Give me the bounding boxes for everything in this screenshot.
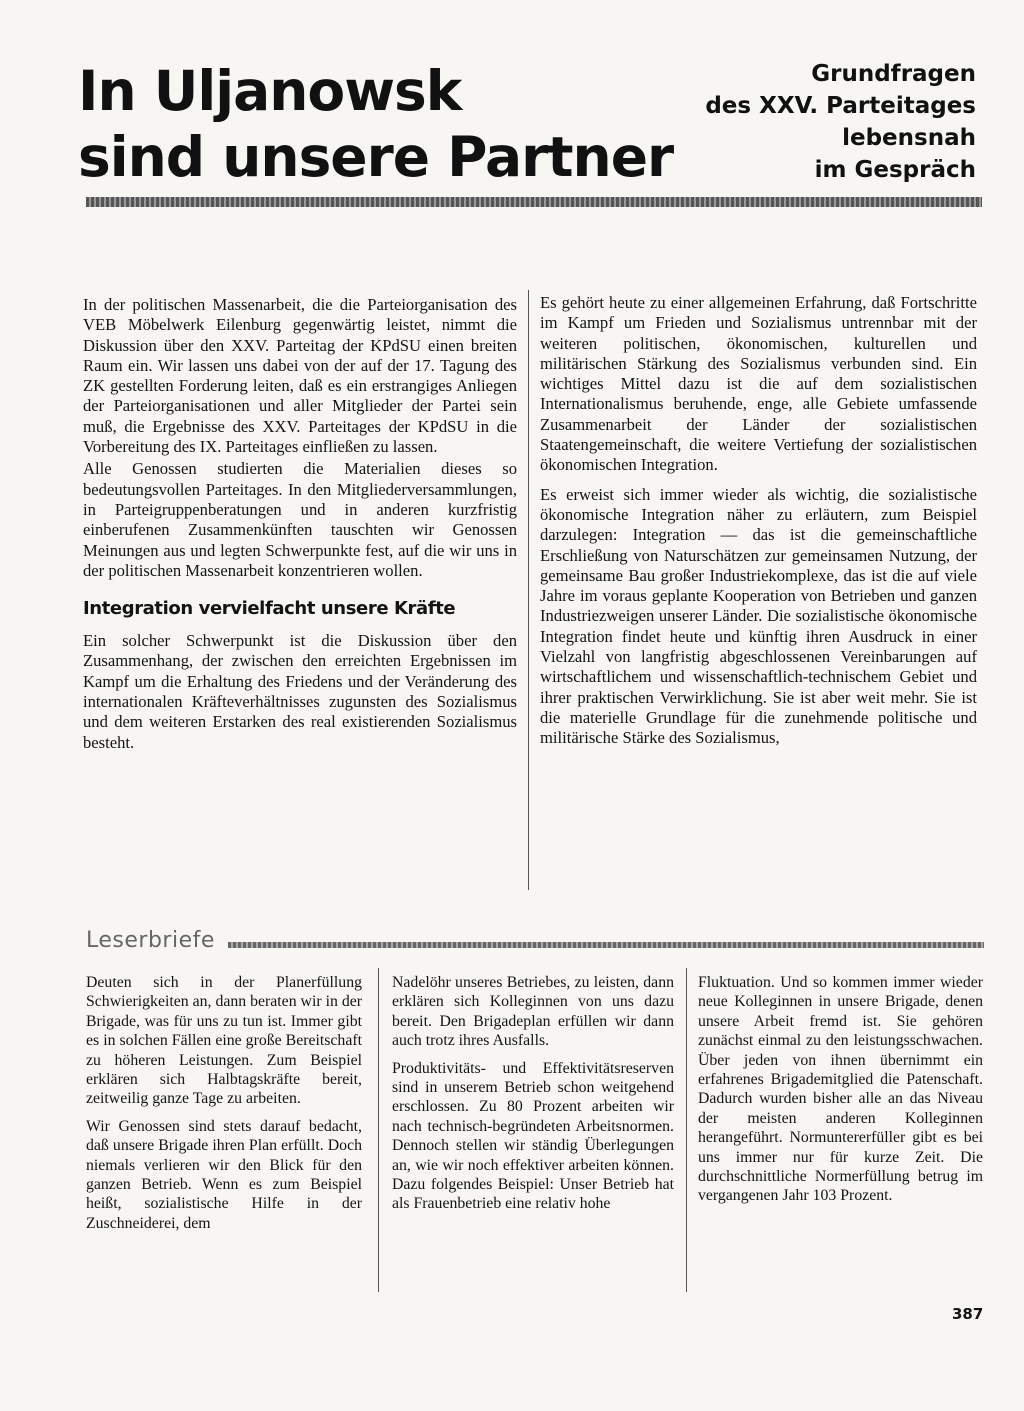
headline <box>78 58 718 190</box>
column-divider <box>378 968 379 1292</box>
letter-paragraph: Fluktuation. Und so kommen immer wieder neue Kolleginnen in unsere Brigade, denen unsere Arbeit fremd ist. Sie gehören zunächst einmal zu den leistungsschwachen. Über jeden von ihnen übernimmt ein erfahrenes Brigademitglied die Patenschaft. Dadurch wurden bisher alle an das Niveau der meisten anderen Kolleginnen herangeführt. Normuntererfüller gibt es bei uns immer nur für kurze Zeit. Die durchschnittliche Normerfüllung betrug im vergangenen Jahr 103 Prozent. <box>698 974 983 1205</box>
article-paragraph: Alle Genossen studierten die Materialien dieses so bedeutungsvollen Parteitages. In den Mitgliederversammlungen, in Parteigruppenberatungen und in anderen kurzfristig einberufenen Zusammenkünften tauschten wir Genossen Meinungen aus und legten Schwerpunkte fest, auf die wir uns in der politischen Massenarbeit konzentrieren wollen. <box>83 459 517 580</box>
kicker-line-2: des XXV. Parteitages <box>705 93 976 119</box>
letters-column-3 <box>698 973 983 1206</box>
article-left-column <box>83 295 517 753</box>
headline-line-2: sind unsere Partner <box>78 125 674 189</box>
column-divider <box>686 968 687 1292</box>
section-label-leserbriefe: Leserbriefe <box>86 928 215 953</box>
article-paragraph: Es erweist sich immer wieder als wichtig, die sozialistische ökonomische Integration näher zu erläutern, zum Beispiel darzulegen: Integration — das ist die gemeinschaftliche Erschließung von Naturschätzen zur gemeinsamen Nutzung, der gemeinsame Bau großer Industriekomplexe, das ist die auf viele Jahre im voraus geplante Kooperation von Betrieben und ganzen Industriezweigen unserer Länder. Die sozialistische ökonomische Integration findet heute und künftig ihren Ausdruck in einer Vielzahl von langfristig abgeschlossenen Vereinbarungen auf wirtschaftlichem und wissenschaftlich-technischem Gebiet und ihrer praktischen Verwirklichung. Sie ist aber weit mehr. Sie ist die materielle Grundlage für die zunehmende politische und militärische Stärke des Sozialismus, <box>540 484 977 748</box>
letter-paragraph: Nadelöhr unseres Betriebes, zu leisten, dann erklären sich Kolleginnen von uns dazu bereit. Den Brigadeplan erfüllen wir dann auch trotz ihres Ausfalls. <box>392 974 674 1050</box>
headline-line-1: In Uljanowsk <box>78 59 462 123</box>
kicker <box>646 58 976 186</box>
letter-paragraph: Wir Genossen sind stets darauf bedacht, daß unsere Brigade ihren Plan erfüllt. Doch niemals verlieren wir den Blick für den ganzen Betrieb. Wenn es zum Beispiel heißt, sozialistische Hilfe in der Zuschneiderei, dem <box>86 1117 362 1232</box>
letters-column-1 <box>86 973 362 1233</box>
letter-paragraph: Deuten sich in der Planerfüllung Schwierigkeiten an, dann beraten wir in der Brigade, was für uns zu tun ist. Immer gibt es in solchen Fällen eine große Bereitschaft zu höheren Leistungen. Zum Beispiel erklären sich Halbtagskräfte bereit, zeitweilig ganze Tage zu arbeiten. <box>86 974 362 1108</box>
article-paragraph: In der politischen Massenarbeit, die die Parteiorganisation des VEB Möbelwerk Eilenburg gegenwärtig leistet, nimmt die Diskussion über den XXV. Parteitag der KPdSU einen breiten Raum ein. Wir lassen uns dabei von der auf der 17. Tagung des ZK gestellten Forderung leiten, daß es ein erstrangiges Anliegen der Parteiorganisationen und aller Mitglieder der Partei sein muß, die Ergebnisse des XXV. Parteitages der KPdSU in die Vorbereitung des IX. Parteitages einfließen zu lassen. <box>83 295 517 457</box>
article-paragraph: Ein solcher Schwerpunkt ist die Diskussion über den Zusammenhang, der zwischen den erreichten Ergebnissen im Kampf um die Erhaltung des Friedens und der Veränderung des internationalen Kräfteverhältnisses zugunsten des Sozialismus und dem weiteren Erstarken des real existierenden Sozialismus besteht. <box>83 631 517 752</box>
letter-paragraph: Produktivitäts- und Effektivitätsreserven sind in unserem Betrieb schon weitgehend erschlossen. Zu 80 Prozent arbeiten wir nach technisch-begründeten Arbeitsnormen. Dennoch stellen wir ständig Überlegungen an, wie wir noch effektiver arbeiten können. Dazu folgendes Beispiel: Unser Betrieb hat als Frauenbetrieb eine relativ hohe <box>392 1059 674 1213</box>
article-subheading: Integration vervielfacht unsere Kräfte <box>83 598 456 620</box>
page-number: 387 <box>952 1305 984 1323</box>
article-right-column <box>540 293 977 749</box>
section-rule <box>228 942 984 948</box>
kicker-line-1: Grundfragen <box>811 61 976 87</box>
kicker-line-3: lebensnah <box>842 125 976 151</box>
letters-column-2 <box>392 973 674 1214</box>
header-rule <box>86 197 982 207</box>
column-divider <box>528 290 529 890</box>
kicker-line-4: im Gespräch <box>814 157 976 183</box>
article-paragraph: Es gehört heute zu einer allgemeinen Erfahrung, daß Fortschritte im Kampf um Frieden und Sozialismus untrennbar mit der weiteren politischen, ökonomischen, kulturellen und militärischen Stärkung des Sozialismus verbunden sind. Ein wichtiges Mittel dazu ist die auf dem sozialistischen Internationalismus beruhende, enge, alle Gebiete umfassende Zusammenarbeit der Länder der sozialistischen Staatengemeinschaft, die weitere Vertiefung der sozialistischen ökonomischen Integration. <box>540 293 977 475</box>
